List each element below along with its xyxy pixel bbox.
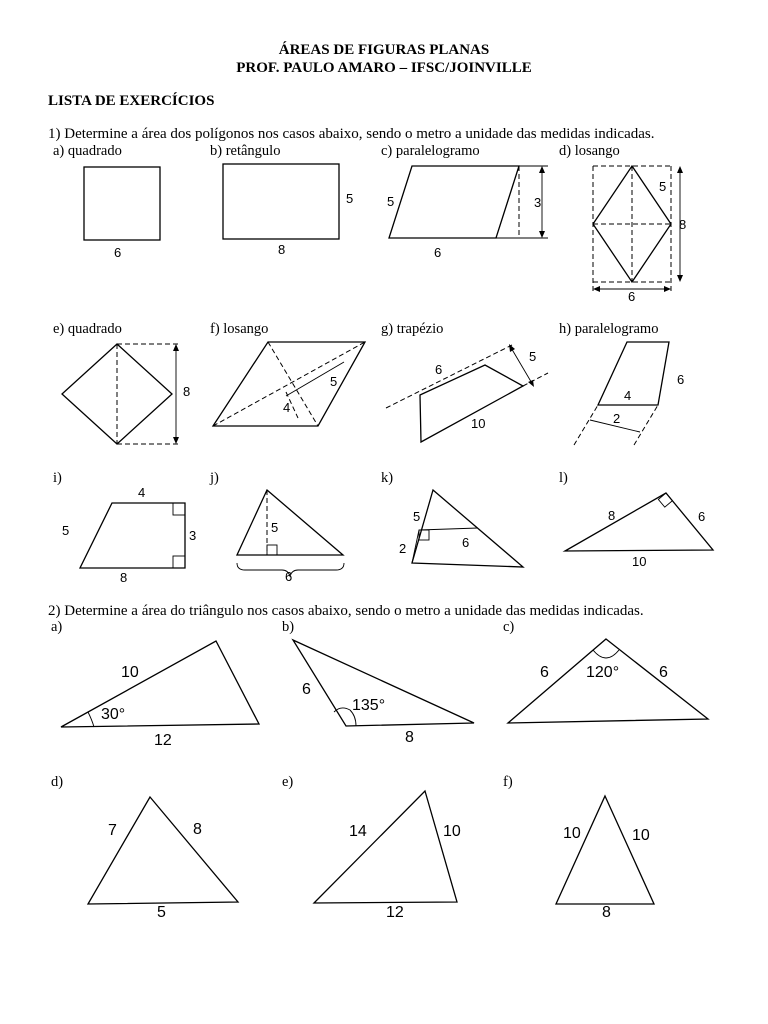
fig-1l-leg1-label: 8 — [608, 508, 616, 523]
fig-2d-left-label: 7 — [108, 822, 117, 839]
q1-k-label: k) — [381, 470, 394, 486]
fig-1c-side-label: 5 — [387, 194, 395, 209]
q1-f-label: f) losango — [210, 321, 269, 337]
q1-g-label: g) trapézio — [381, 321, 444, 337]
q2-b-label: b) — [282, 619, 295, 635]
q1-b-label: b) retângulo — [210, 143, 281, 159]
fig-1i-bottom-label: 8 — [120, 570, 128, 585]
fig-1g-trapezoid — [386, 344, 548, 442]
q1-d-label: d) losango — [559, 143, 620, 159]
q2-e-label: e) — [282, 774, 294, 790]
fig-1i-right-trapezoid — [62, 485, 196, 585]
question-1-statement: 1) Determine a área dos polígonos nos casos abaixo, sendo o metro a unidade das medidas indicadas. — [48, 126, 655, 142]
fig-1h-side-label: 6 — [677, 372, 685, 387]
fig-1b-rectangle — [223, 164, 353, 257]
fig-1d-side-label: 5 — [659, 179, 667, 194]
fig-1l-right-triangle — [565, 493, 713, 569]
fig-2b-triangle — [293, 640, 474, 746]
fig-2c-angle-label: 120° — [586, 664, 620, 681]
q1-l-label: l) — [559, 470, 568, 486]
fig-1k-triangle — [399, 490, 523, 567]
fig-2b-base-label: 8 — [405, 729, 414, 746]
fig-1h-parallelogram — [574, 342, 684, 445]
document-subtitle: PROF. PAULO AMARO – IFSC/JOINVILLE — [236, 60, 532, 76]
q1-i-label: i) — [53, 470, 62, 486]
fig-2d-base-label: 5 — [157, 904, 166, 921]
fig-2a-triangle — [61, 641, 259, 749]
fig-2d-right-label: 8 — [193, 821, 202, 838]
fig-1j-height-label: 5 — [271, 520, 279, 535]
fig-1d-rhombus — [593, 166, 686, 304]
fig-2c-left-label: 6 — [540, 664, 549, 681]
fig-1b-width-label: 8 — [278, 242, 286, 257]
fig-1d-diagonal-label: 8 — [679, 217, 687, 232]
fig-1d-width-label: 6 — [628, 289, 636, 304]
fig-2f-triangle — [556, 796, 654, 921]
fig-2c-right-label: 6 — [659, 664, 668, 681]
fig-2b-side-label: 6 — [302, 681, 311, 698]
fig-1k-hyp-label: 6 — [462, 535, 470, 550]
fig-2e-triangle — [314, 791, 461, 921]
fig-1c-height-label: 3 — [534, 195, 542, 210]
fig-2f-left-label: 10 — [563, 825, 581, 842]
fig-2a-side-label: 10 — [121, 664, 139, 681]
fig-1k-small-label: 2 — [399, 541, 407, 556]
q2-f-label: f) — [503, 774, 513, 790]
q1-h-label: h) paralelogramo — [559, 321, 659, 337]
fig-1e-diagonal-label: 8 — [183, 384, 191, 399]
fig-1a-side-label: 6 — [114, 245, 122, 260]
fig-1b-height-label: 5 — [346, 191, 354, 206]
fig-2a-angle-label: 30° — [101, 706, 126, 723]
fig-1g-height-label: 5 — [529, 349, 537, 364]
fig-1i-right-label: 3 — [189, 528, 197, 543]
fig-1f-rhombus — [213, 342, 365, 426]
fig-2e-base-label: 12 — [386, 904, 404, 921]
q1-e-label: e) quadrado — [53, 321, 122, 337]
fig-1f-height-label: 4 — [283, 400, 291, 415]
fig-1k-side-label: 5 — [413, 509, 421, 524]
document-title: ÁREAS DE FIGURAS PLANAS — [278, 42, 490, 58]
fig-2b-angle-label: 135° — [352, 697, 386, 714]
q2-c-label: c) — [503, 619, 515, 635]
fig-2e-left-label: 14 — [349, 823, 367, 840]
fig-1f-side-label: 5 — [330, 374, 338, 389]
fig-1e-square — [62, 344, 190, 444]
fig-2f-right-label: 10 — [632, 827, 650, 844]
fig-1j-triangle — [237, 490, 344, 584]
question-2-statement: 2) Determine a área do triângulo nos casos abaixo, sendo o metro a unidade das medidas indicadas. — [48, 603, 644, 619]
fig-1g-bottom-label: 10 — [471, 416, 486, 431]
fig-1i-left-label: 5 — [62, 523, 70, 538]
fig-2c-triangle — [508, 639, 708, 723]
fig-1l-hyp-label: 10 — [632, 554, 647, 569]
fig-2a-base-label: 12 — [154, 732, 172, 749]
q1-c-label: c) paralelogramo — [381, 143, 480, 159]
q2-d-label: d) — [51, 774, 64, 790]
fig-1j-base-label: 6 — [285, 569, 293, 584]
fig-2f-base-label: 8 — [602, 904, 611, 921]
fig-1g-top-label: 6 — [435, 362, 443, 377]
section-heading: LISTA DE EXERCÍCIOS — [48, 93, 215, 109]
fig-1c-base-label: 6 — [434, 245, 442, 260]
fig-2e-right-label: 10 — [443, 823, 461, 840]
q1-j-label: j) — [210, 470, 219, 486]
q2-a-label: a) — [51, 619, 63, 635]
fig-1i-top-label: 4 — [138, 485, 146, 500]
q1-a-label: a) quadrado — [53, 143, 122, 159]
fig-1c-parallelogram — [387, 166, 548, 260]
fig-1h-base-label: 4 — [624, 388, 632, 403]
fig-1l-leg2-label: 6 — [698, 509, 706, 524]
fig-1a-square — [84, 167, 160, 260]
fig-2d-triangle — [88, 797, 238, 921]
fig-1h-height-label: 2 — [613, 411, 621, 426]
